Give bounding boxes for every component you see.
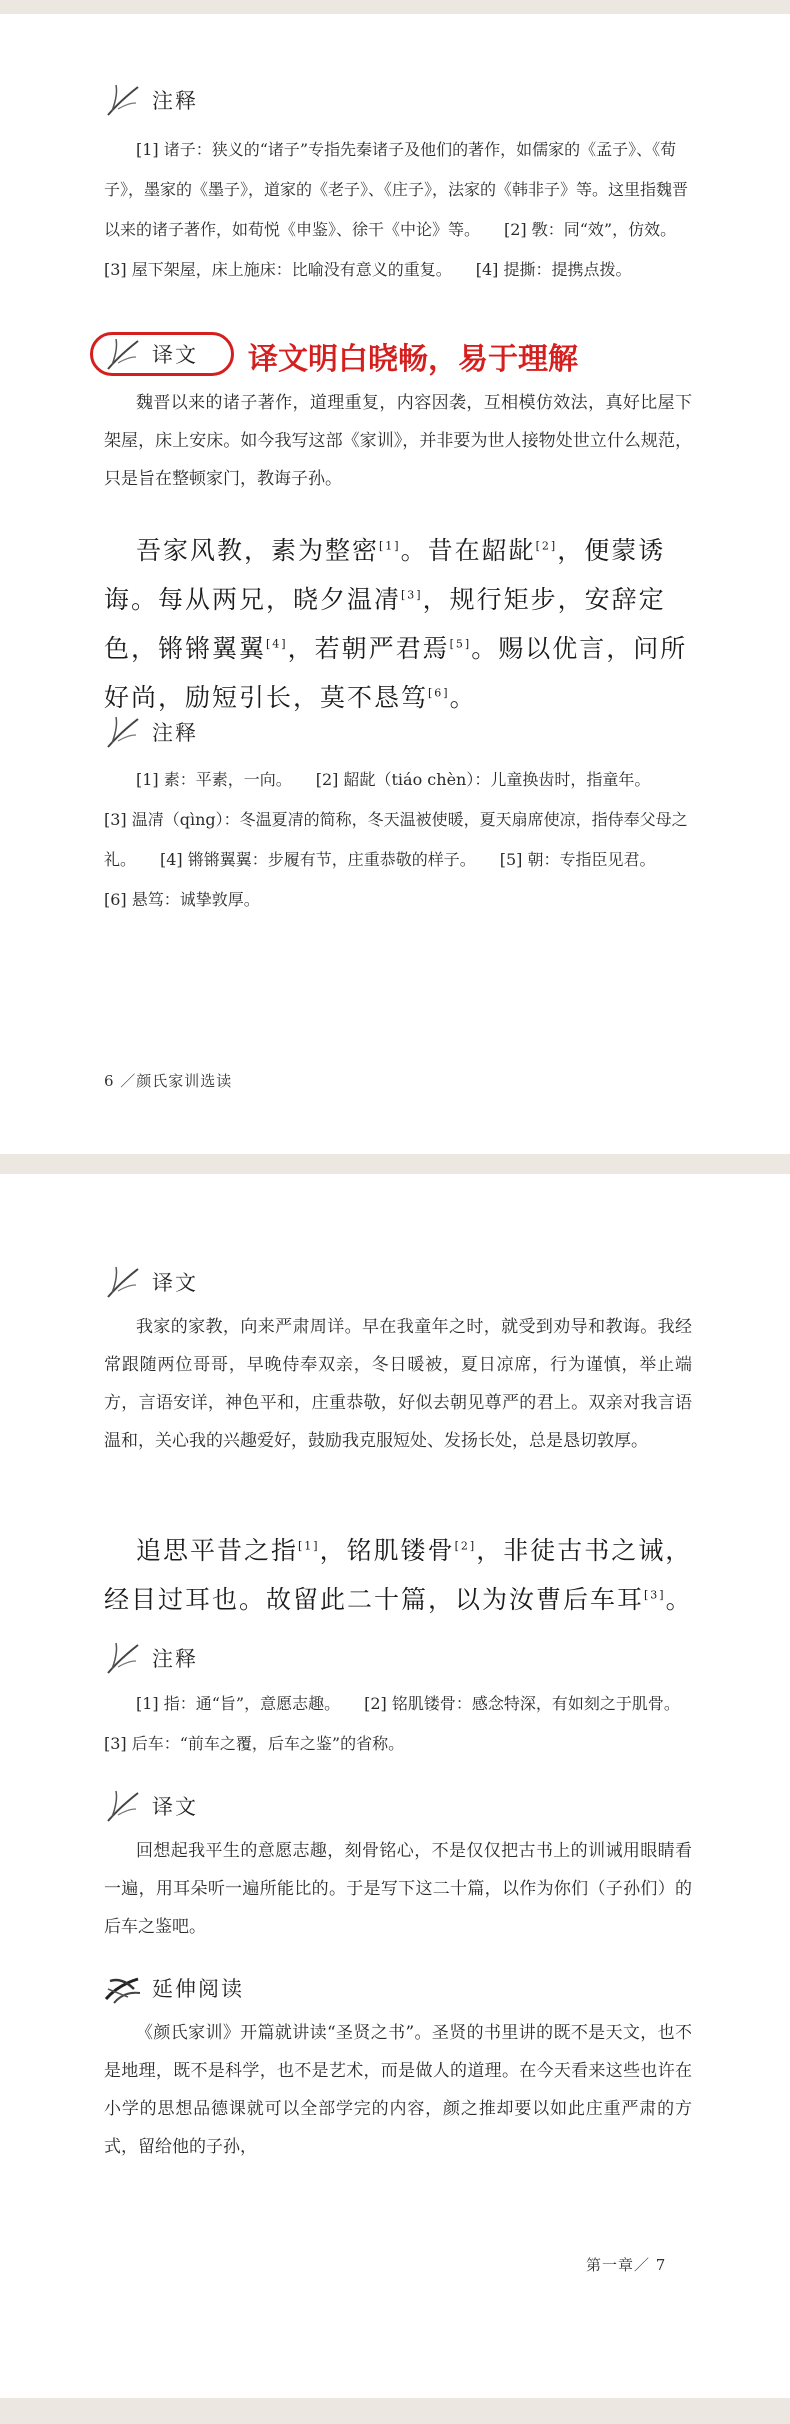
brush-orchid-icon: [104, 1787, 142, 1825]
brush-orchid-icon: [104, 1263, 142, 1301]
translation-title: 译文: [152, 343, 198, 367]
note-heading: [104, 76, 198, 124]
brush-orchid-icon: [104, 1639, 142, 1677]
extended-reading-title: 延伸阅读: [152, 1977, 244, 2001]
note-heading: [104, 1634, 198, 1682]
translation-text: 回想起我平生的意愿志趣，刻骨铭心，不是仅仅把古书上的训诫用眼睛看一遍，用耳朵听一遍所能比的。于是写下这二十篇，以作为你们（子孙们）的后车之鉴吧。: [104, 1841, 692, 1937]
translation-heading: [104, 1258, 198, 1306]
translation-heading: [104, 330, 198, 378]
note-title: 注释: [152, 721, 198, 745]
callout-text: 译文明白晓畅，易于理解: [248, 342, 578, 377]
note-heading: [104, 708, 198, 756]
book-page-right: [0, 1174, 790, 2398]
note-title: 注释: [152, 1647, 198, 1671]
extended-reading-heading: [104, 1964, 244, 2012]
brush-orchid-icon: [104, 335, 142, 373]
note-text: [1] 指：通“旨”，意愿志趣。 [2] 铭肌镂骨：感念特深，有如刻之于肌骨。 [3] 后车：“前车之覆，后车之鉴”的省称。: [104, 1694, 704, 1753]
note-text: [1] 素：平素，一向。 [2] 龆龀（tiáo chèn）：儿童换齿时，指童年。 [3] 温凊（qìng）：冬温夏凊的简称，冬天温被使暖，夏天扇席使凉，指侍奉父母之礼。 [4] 锵锵翼翼：步履有节，庄重恭敬的样子。 [5] 朝：专指臣见君。 [6] 悬笃：诚挚敦厚。: [104, 770, 688, 909]
classical-text: 追思平昔之指[1]，铭肌镂骨[2]，非徒古书之诫，经目过耳也。故留此二十篇，以为汝曹后车耳[3]。: [104, 1536, 693, 1614]
bamboo-leaves-icon: [104, 1969, 142, 2007]
translation-title: 译文: [152, 1795, 198, 1819]
page-footer: 第一章／ 7: [586, 2256, 667, 2274]
extended-reading-text: 《颜氏家训》开篇就讲读“圣贤之书”。圣贤的书里讲的既不是天文，也不是地理，既不是科学，也不是艺术，而是做人的道理。在今天看来这些也许在小学的思想品德课就可以全部学完的内容，颜之推却要以如此庄重严肃的方式，留给他的子孙，: [104, 2023, 692, 2157]
translation-text: 魏晋以来的诸子著作，道理重复，内容因袭，互相模仿效法，真好比屋下架屋，床上安床。如今我写这部《家训》，并非要为世人接物处世立什么规范，只是旨在整顿家门，教诲子孙。: [104, 393, 692, 489]
classical-text: 吾家风教，素为整密[1]。昔在龆龀[2]，便蒙诱诲。每从两兄，晓夕温凊[3]，规行矩步，安辞定色，锵锵翼翼[4]，若朝严君焉[5]。赐以优言，问所好尚，励短引长，莫不恳笃[6]。: [104, 536, 688, 712]
brush-orchid-icon: [104, 81, 142, 119]
book-page-left: [0, 14, 790, 1154]
translation-title: 译文: [152, 1271, 198, 1295]
note-title: 注释: [152, 89, 198, 113]
page-footer: 6 ／颜氏家训选读: [104, 1072, 233, 1090]
brush-orchid-icon: [104, 713, 142, 751]
translation-heading: [104, 1782, 198, 1830]
translation-text: 我家的家教，向来严肃周详。早在我童年之时，就受到劝导和教诲。我经常跟随两位哥哥，早晚侍奉双亲，冬日暖被，夏日凉席，行为谨慎，举止端方，言语安详，神色平和，庄重恭敬，好似去朝见尊严的君上。双亲对我言语温和，关心我的兴趣爱好，鼓励我克服短处、发扬长处，总是恳切敦厚。: [104, 1317, 692, 1451]
note-text: [1] 诸子：狭义的“诸子”专指先秦诸子及他们的著作，如儒家的《孟子》、《荀子》，墨家的《墨子》，道家的《老子》、《庄子》，法家的《韩非子》等。这里指魏晋以来的诸子著作，如荀悦《申鉴》、徐干《中论》等。 [2] 斆：同“效”，仿效。 [3] 屋下架屋，床上施床：比喻没有意义的重复。 [4] 提撕：提携点拨。: [104, 140, 701, 279]
